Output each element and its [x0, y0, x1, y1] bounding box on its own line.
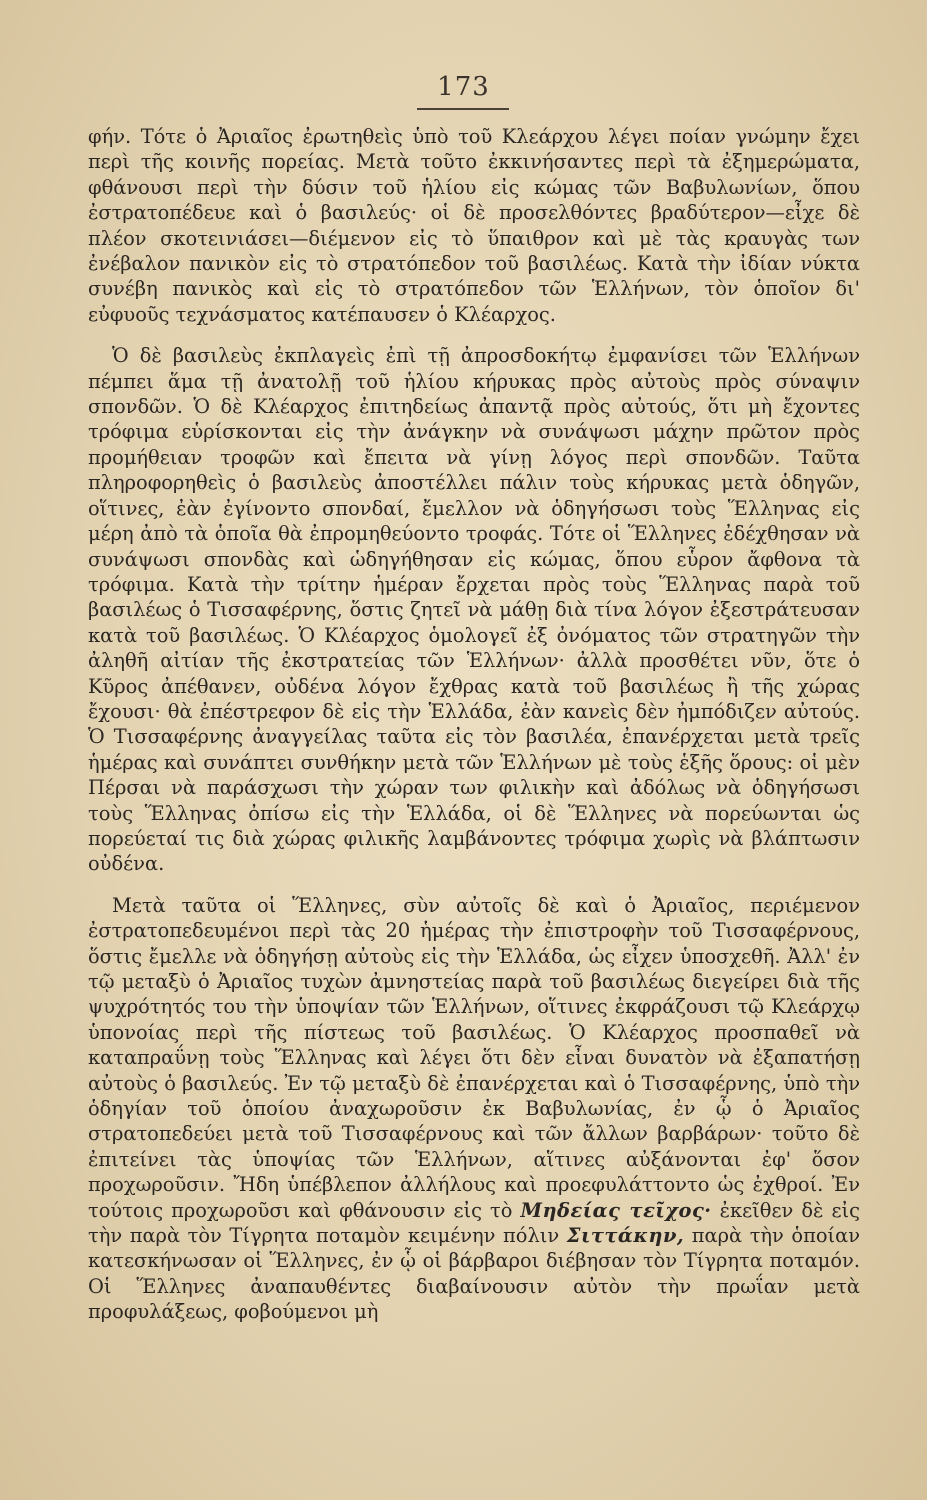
body-text	[88, 124, 860, 1325]
paragraph-3-text-c: παρὰ τὴν ὁποίαν κατεσκήνωσαν οἱ Ἕλληνες, ἐν ᾧ οἱ βάρβαροι διέβησαν τὸν Τίγρητα ποταμόν. Οἱ Ἕλληνες ἀναπαυθέντες διαβαίνουσιν αὐτὸν τὴν πρωΐαν μετὰ προφυλάξεως, φοβούμενοι μὴ	[88, 1224, 860, 1324]
page-number: 173	[437, 72, 490, 102]
paragraph-3	[88, 893, 860, 1325]
paragraph-3-text-a: Μετὰ ταῦτα οἱ Ἕλληνες, σὺν αὐτοῖς δὲ καὶ ὁ Ἀριαῖος, περιέμενον ἐστρατοπεδευμένοι περὶ τὰς 20 ἡμέρας τὴν ἐπιστροφὴν τοῦ Τισσαφέρνους, ὅστις ἔμελλε νὰ ὁδηγήσῃ αὐτοὺς εἰς τὴν Ἑλλάδα, ὡς εἶχεν ὑποσχεθῆ. Ἀλλ' ἐν τῷ μεταξὺ ὁ Ἀριαῖος τυχὼν ἀμνηστείας παρὰ τοῦ βασιλέως διεγείρει διὰ τῆς ψυχρότητός του τὴν ὑποψίαν τῶν Ἑλλήνων, οἵτινες ἐκφράζουσι τῷ Κλεάρχῳ ὑπονοίας περὶ τῆς πίστεως τοῦ βασιλέως. Ὁ Κλέαρχος προσπαθεῖ νὰ καταπραΰνῃ τοὺς Ἕλληνας καὶ λέγει ὅτι δὲν εἶναι δυνατὸν νὰ ἐξαπατήσῃ αὐτοὺς ὁ βασιλεύς. Ἐν τῷ μεταξὺ δὲ ἐπανέρχεται καὶ ὁ Τισσαφέρνης, ὑπὸ τὴν ὁδηγίαν τοῦ ὁποίου ἀναχωροῦσιν ἐκ Βαβυλωνίας, ἐν ᾧ ὁ Ἀριαῖος στρατοπεδεύει μετὰ τοῦ Τισσαφέρνους καὶ τῶν ἄλλων βαρβάρων· τοῦτο δὲ ἐπιτείνει τὰς ὑποψίας τῶν Ἑλλήνων, αἵτινες αὐξάνονται ἐφ' ὅσον προχωροῦσιν. Ἤδη ὑπέβλεπον ἀλλήλους καὶ προεφυλάττοντο ὡς ἐχθροί. Ἐν τούτοις προχωροῦσι καὶ φθάνουσιν εἰς τὸ	[88, 893, 860, 1222]
header-rule	[417, 108, 509, 110]
paragraph-2: Ὁ δὲ βασιλεὺς ἐκπλαγεὶς ἐπὶ τῇ ἀπροσδοκήτῳ ἐμφανίσει τῶν Ἑλλήνων πέμπει ἅμα τῇ ἀνατολῇ τοῦ ἡλίου κήρυκας πρὸς αὐτοὺς πρὸς σύναψιν σπονδῶν. Ὁ δὲ Κλέαρχος ἐπιτηδείως ἀπαντᾷ πρὸς αὐτούς, ὅτι μὴ ἔχοντες τρόφιμα εὑρίσκονται εἰς τὴν ἀνάγκην νὰ συνάψωσι μάχην πρῶτον πρὸς προμήθειαν τροφῶν καὶ ἔπειτα νὰ γίνῃ λόγος περὶ σπονδῶν. Ταῦτα πληροφορηθεὶς ὁ βασιλεὺς ἀποστέλλει πάλιν τοὺς κήρυκας μετὰ ὁδηγῶν, οἵτινες, ἐὰν ἐγίνοντο σπονδαί, ἔμελλον νὰ ὁδηγήσωσι τοὺς Ἕλληνας εἰς μέρη ἀπὸ τὰ ὁποῖα θὰ ἐπρομηθεύοντο τροφάς. Τότε οἱ Ἕλληνες ἐδέχθησαν νὰ συνάψωσι σπονδὰς καὶ ὡδηγήθησαν εἰς κώμας, ὅπου εὗρον ἄφθονα τὰ τρόφιμα. Κατὰ τὴν τρίτην ἡμέραν ἔρχεται πρὸς τοὺς Ἕλληνας παρὰ τοῦ βασιλέως ὁ Τισσαφέρνης, ὅστις ζητεῖ νὰ μάθῃ διὰ τίνα λόγον ἐξεστράτευσαν κατὰ τοῦ βασιλέως. Ὁ Κλέαρχος ὁμολογεῖ ἐξ ὀνόματος τῶν στρατηγῶν τὴν ἀληθῆ αἰτίαν τῆς ἐκστρατείας τῶν Ἑλλήνων· ἀλλὰ προσθέτει νῦν, ὅτε ὁ Κῦρος ἀπέθανεν, οὐδένα λόγον ἔχθρας κατὰ τοῦ βασιλέως ἢ τῆς χώρας ἔχουσι· θὰ ἐπέστρεφον δὲ εἰς τὴν Ἑλλάδα, ἐὰν κανεὶς δὲν ἠμπόδιζεν αὐτούς. Ὁ Τισσαφέρνης ἀναγγείλας ταῦτα εἰς τὸν βασιλέα, ἐπανέρχεται μετὰ τρεῖς ἡμέρας καὶ συνάπτει συνθήκην μετὰ τῶν Ἑλλήνων μὲ τοὺς ἑξῆς ὅρους: οἱ μὲν Πέρσαι νὰ παράσχωσι τὴν χώραν των φιλικὴν καὶ ἀδόλως νὰ ὁδηγήσωσι τοὺς Ἕλληνας ὀπίσω εἰς τὴν Ἑλλάδα, οἱ δὲ Ἕλληνες νὰ πορεύωνται ὡς πορεύεταί τις διὰ χώρας φιλικῆς λαμβάνοντες τρόφιμα χωρὶς νὰ βλάπτωσιν οὐδένα.	[88, 344, 860, 876]
place-name-medeia-wall: Μηδείας τεῖχος·	[520, 1198, 712, 1222]
paragraph-3-text-b: ἐκεῖθεν δὲ εἰς τὴν παρὰ τὸν Τίγρητα ποταμὸν κειμένην πόλιν	[88, 1198, 860, 1248]
paragraph-1: φήν. Τότε ὁ Ἀριαῖος ἐρωτηθεὶς ὑπὸ τοῦ Κλεάρχου λέγει ποίαν γνώμην ἔχει περὶ τῆς κοινῆς πορείας. Μετὰ τοῦτο ἐκκινήσαντες περὶ τὰ ἐξημερώματα, φθάνουσι περὶ τὴν δύσιν τοῦ ἡλίου εἰς κώμας τῶν Βαβυλωνίων, ὅπου ἐστρατοπέδευε καὶ ὁ βασιλεύς· οἱ δὲ προσελθόντες βραδύτερον—εἶχε δὲ πλέον σκοτεινιάσει—διέμενον εἰς τὸ ὕπαιθρον καὶ μὲ τὰς κραυγὰς των ἐνέβαλον πανικὸν εἰς τὸ στρατόπεδον τοῦ βασιλέως. Κατὰ τὴν ἰδίαν νύκτα συνέβη πανικὸς καὶ εἰς τὸ στρατόπεδον τῶν Ἑλλήνων, τὸν ὁποῖον δι' εὐφυοῦς τεχνάσματος κατέπαυσεν ὁ Κλέαρχος.	[88, 125, 860, 326]
place-name-sittake: Σιττάκην,	[566, 1224, 685, 1248]
